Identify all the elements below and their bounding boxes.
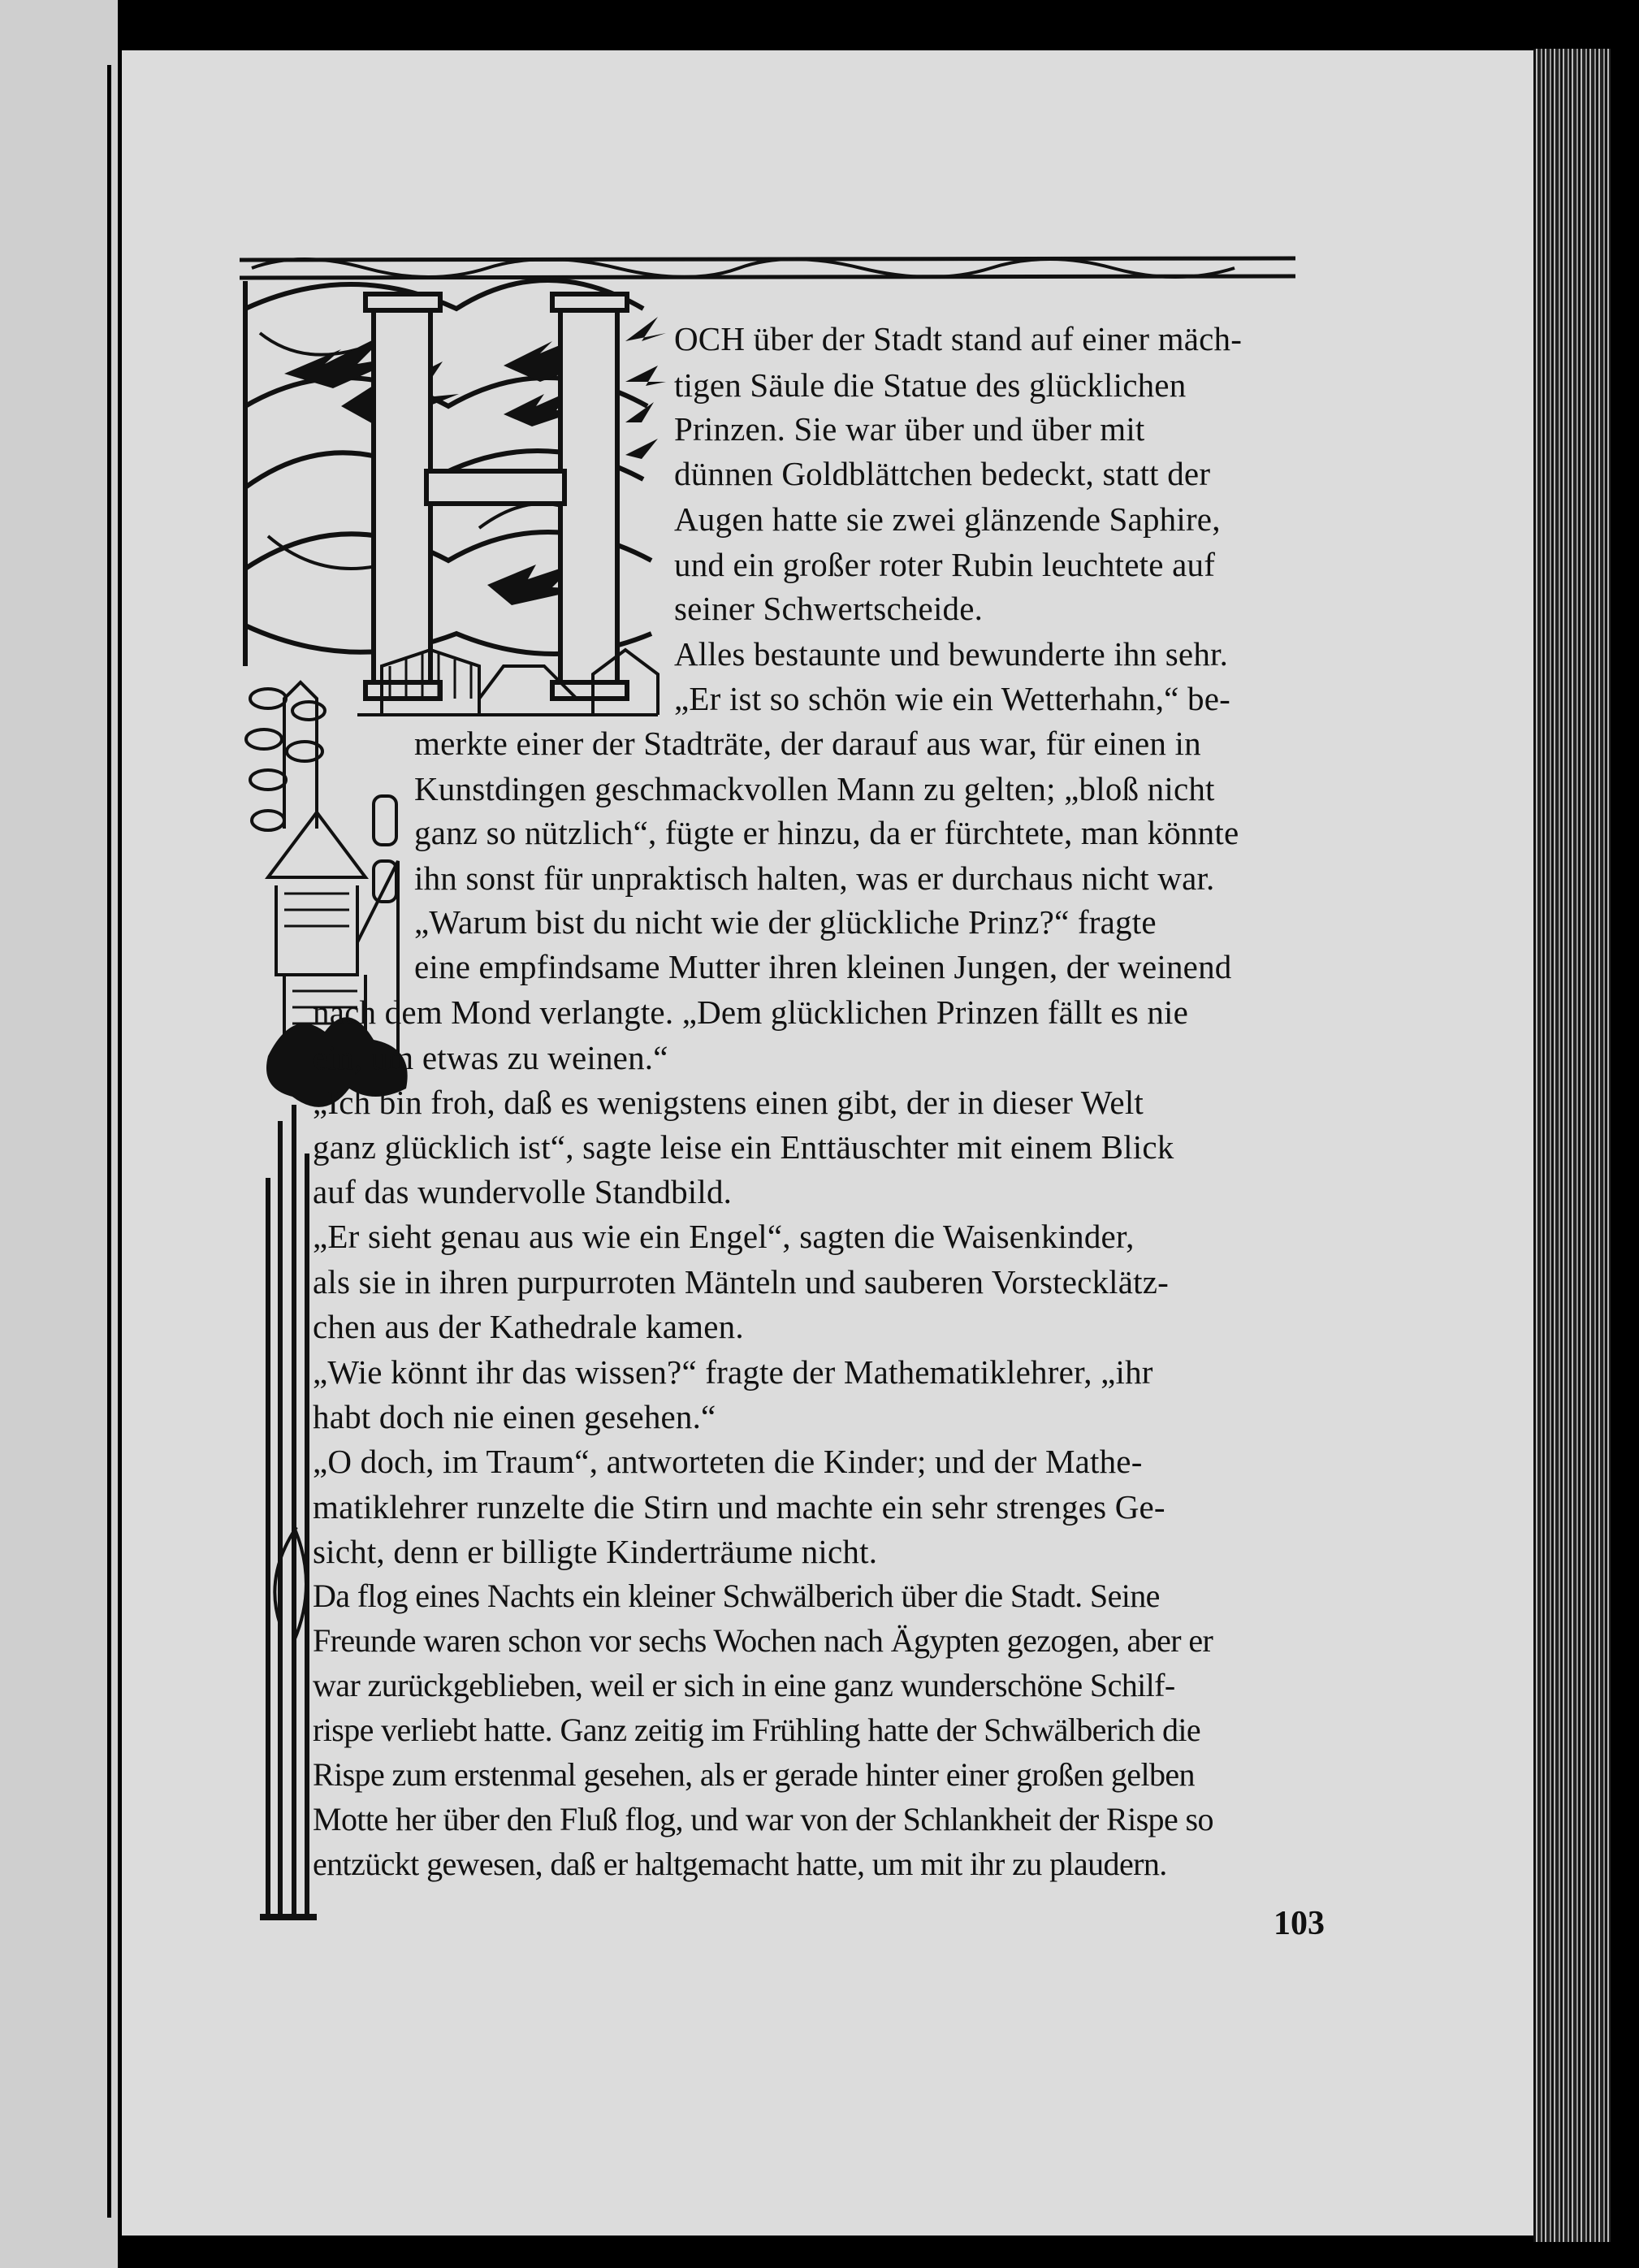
text-line: war zurückgeblieben, weil er sich in eine ganz wunderschöne Schilf- <box>313 1667 1175 1703</box>
text-line: „O doch, im Traum“, antworteten die Kinder; und der Mathe- <box>313 1443 1143 1480</box>
text-line: Da flog eines Nachts ein kleiner Schwälberich über die Stadt. Seine <box>313 1578 1160 1614</box>
binding-shadow <box>107 65 111 2218</box>
text-line: eine empfindsame Mutter ihren kleinen Jungen, der weinend <box>414 948 1232 985</box>
top-ornament-band <box>240 258 1295 278</box>
text-line: Rispe zum erstenmal gesehen, als er gerade hinter einer großen gelben <box>313 1756 1195 1793</box>
text-line: „Ich bin froh, daß es wenigstens einen gibt, der in dieser Welt <box>313 1084 1144 1121</box>
text-line: und ein großer roter Rubin leuchtete auf <box>674 546 1216 583</box>
text-line: als sie in ihren purpurroten Mänteln und sauberen Vorstecklätz- <box>313 1263 1170 1301</box>
text-line: ihn sonst für unpraktisch halten, was er durchaus nicht war. <box>414 859 1215 897</box>
text-line: entzückt gewesen, daß er haltgemacht hatte, um mit ihr zu plaudern. <box>313 1846 1167 1882</box>
text-line: „Er sieht genau aus wie ein Engel“, sagten die Waisenkinder, <box>313 1218 1135 1255</box>
page-stack-edge <box>1533 49 1611 2242</box>
text-line: „Warum bist du nicht wie der glückliche Prinz?“ fragte <box>414 903 1157 941</box>
text-line: nach dem Mond verlangte. „Dem glücklichen Prinzen fällt es nie <box>313 993 1189 1031</box>
text-line: chen aus der Kathedrale kamen. <box>313 1308 744 1345</box>
text-line: OCH über der Stadt stand auf einer mäch- <box>674 320 1243 357</box>
text-line: Freunde waren schon vor sechs Wochen nach Ägypten gezogen, aber er <box>313 1622 1213 1659</box>
text-line: ganz so nützlich“, fügte er hinzu, da er fürchtete, man könnte <box>414 814 1239 851</box>
text-line: „Er ist so schön wie ein Wetterhahn,“ be- <box>674 680 1230 717</box>
text-line: Kunstdingen geschmackvollen Mann zu gelten; „bloß nicht <box>414 770 1215 807</box>
initial-letter-h <box>365 294 627 699</box>
text-line: rispe verliebt hatte. Ganz zeitig im Frühling hatte der Schwälberich die <box>313 1712 1201 1748</box>
text-line: dünnen Goldblättchen bedeckt, statt der <box>674 455 1211 492</box>
text-line: ein, um etwas zu weinen.“ <box>313 1039 668 1076</box>
text-line: matiklehrer runzelte die Stirn und machte ein sehr strenges Ge- <box>313 1488 1165 1526</box>
swallow-birds <box>284 331 605 605</box>
text-line: sicht, denn er billigte Kinderträume nicht. <box>313 1533 878 1570</box>
text-line: auf das wundervolle Standbild. <box>313 1173 733 1210</box>
grass-tufts <box>625 317 666 459</box>
text-line: tigen Säule die Statue des glücklichen <box>674 366 1187 404</box>
text-line: „Wie könnt ihr das wissen?“ fragte der Mathematiklehrer, „ihr <box>313 1353 1153 1391</box>
facing-page-edge <box>0 0 118 2268</box>
text-line: merkte einer der Stadträte, der darauf aus war, für einen in <box>414 725 1201 762</box>
text-line: Alles bestaunte und bewunderte ihn sehr. <box>674 635 1229 673</box>
text-line: ganz glücklich ist“, sagte leise ein Enttäuschter mit einem Blick <box>313 1128 1174 1166</box>
text-line: Motte her über den Fluß flog, und war von der Schlankheit der Rispe so <box>313 1801 1213 1837</box>
text-line: Prinzen. Sie war über und über mit <box>674 410 1145 448</box>
text-line: seiner Schwertscheide. <box>674 590 984 627</box>
text-line: habt doch nie einen gesehen.“ <box>313 1398 716 1435</box>
page-number: 103 <box>1274 1905 1325 1942</box>
reed-stalk <box>260 1105 317 1917</box>
text-line: Augen hatte sie zwei glänzende Saphire, <box>674 500 1221 538</box>
